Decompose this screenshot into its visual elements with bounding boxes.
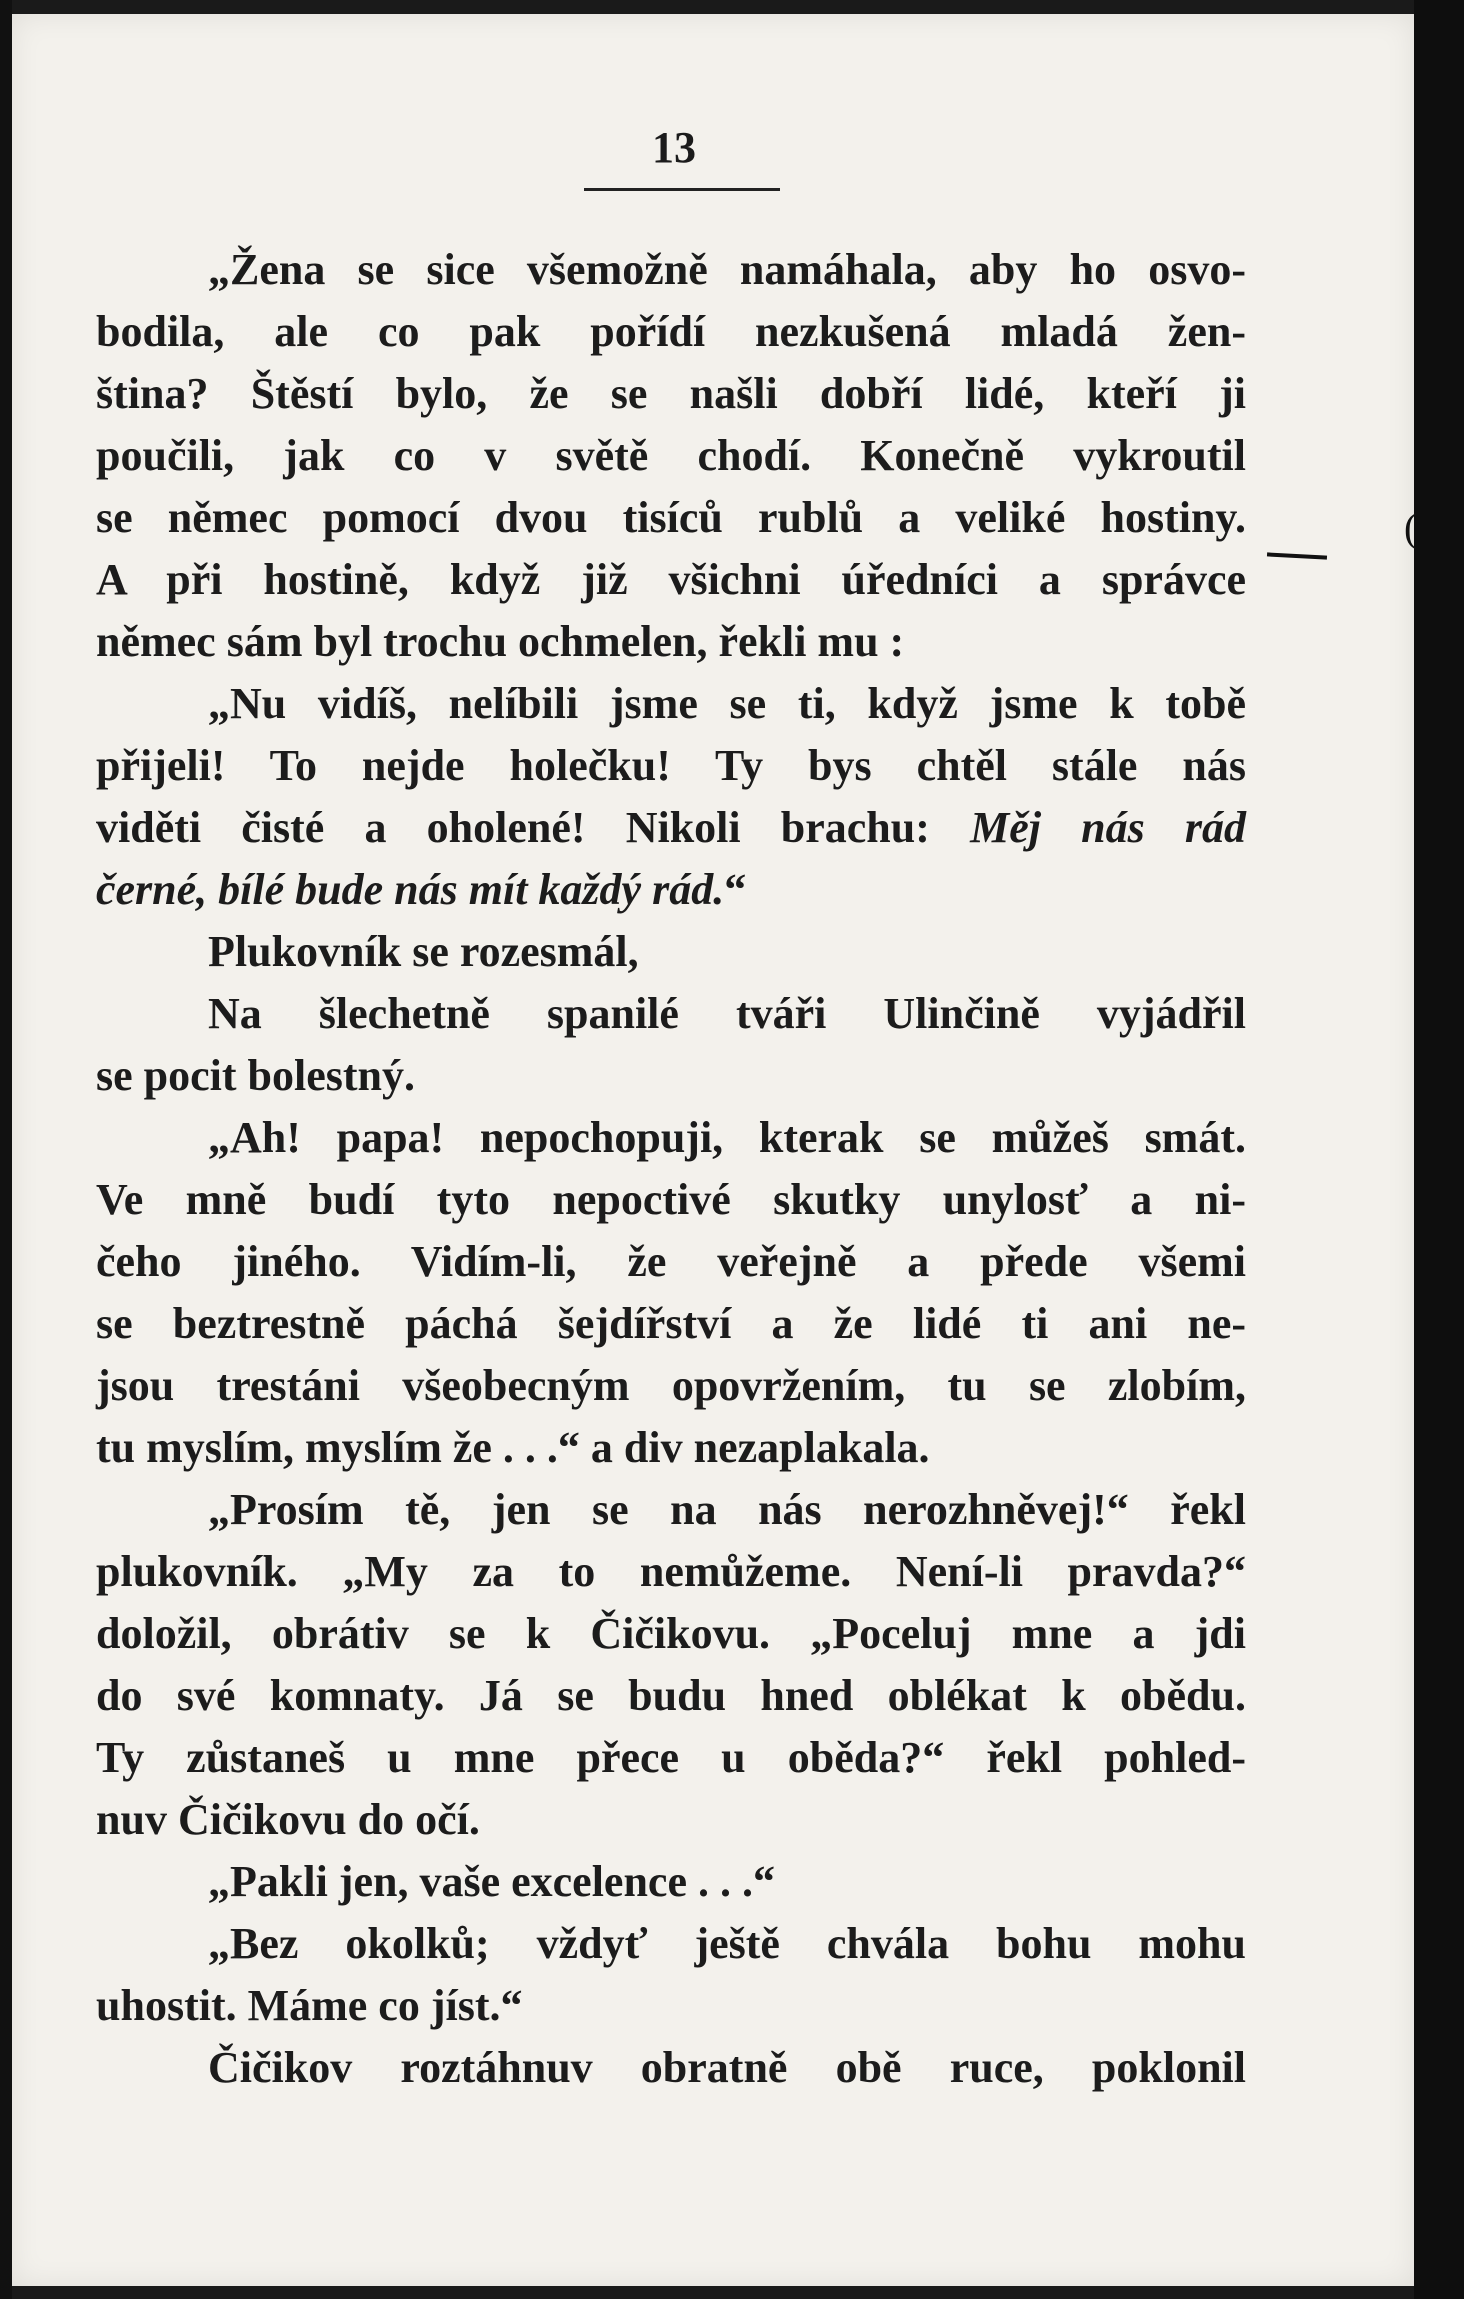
text-line [96,735,1246,797]
text-line-content: tu myslím, myslím že . . .“ a div nezaplakala. [96,1423,930,1472]
text-line-content: plukovník. „My za to nemůžeme. Není-li pravda?“ [96,1547,1246,1596]
text-line-content: Ve mně budí tyto nepoctivé skutky unylosť a ni- [96,1175,1246,1224]
text-line [96,1355,1246,1417]
text-line [96,1913,1246,1975]
text-line-content: uhostit. Máme co jíst.“ [96,1981,523,2030]
margin-dash-mark [1267,552,1327,559]
text-line [96,425,1246,487]
header-rule [584,188,780,191]
text-line-content: poučili, jak co v světě chodí. Konečně vykroutil [96,431,1246,480]
text-line [96,2037,1246,2099]
text-line [96,1107,1246,1169]
text-line [96,1045,1246,1107]
text-line-content: „Ah! papa! nepochopuji, kterak se můžeš smát. [208,1113,1246,1162]
text-line [96,1479,1246,1541]
text-line [96,859,1246,921]
text-line [96,1541,1246,1603]
text-line-content: přijeli! To nejde holečku! Ty bys chtěl stále nás [96,741,1246,790]
text-line [96,239,1246,301]
text-line [96,301,1246,363]
text-line [96,1851,1246,1913]
text-line-content: „Žena se sice všemožně namáhala, aby ho osvo- [208,245,1246,294]
body-text [96,239,1246,2099]
book-page [12,14,1418,2286]
text-line-content: „Prosím tě, jen se na nás nerozhněvej!“ řekl [208,1485,1246,1534]
text-line [96,797,1246,859]
text-line-content: čeho jiného. Vidím-li, že veřejně a přede všemi [96,1237,1246,1286]
text-line-content: Na šlechetně spanilé tváři Ulinčině vyjádřil [208,989,1246,1038]
text-line [96,1727,1246,1789]
text-line-content: doložil, obrátiv se k Čičikovu. „Poceluj mne a jdi [96,1609,1246,1658]
text-line [96,1169,1246,1231]
text-line [96,363,1246,425]
text-line-content: „Bez okolků; vždyť ještě chvála bohu mohu [208,1919,1246,1968]
text-line-content: Ty zůstaneš u mne přece u oběda?“ řekl pohled- [96,1733,1246,1782]
text-line-content: němec sám byl trochu ochmelen, řekli mu : [96,617,905,666]
text-line [96,921,1246,983]
text-line [96,1417,1246,1479]
text-line-content: do své komnaty. Já se budu hned oblékat k obědu. [96,1671,1246,1720]
italic-text: černé, bílé bude nás mít každý rád. [96,865,725,914]
right-scan-edge [1414,0,1464,2299]
text-line [96,1231,1246,1293]
text-line [96,487,1246,549]
text-line-content: se pocit bolestný. [96,1051,415,1100]
text-line-content: Čičikov roztáhnuv obratně obě ruce, poklonil [208,2043,1246,2092]
text-line-content: jsou trestáni všeobecným opovržením, tu se zlobím, [96,1361,1246,1410]
text-line-content: se němec pomocí dvou tisíců rublů a veliké hostiny. [96,493,1246,542]
left-scan-edge [0,0,12,2299]
text-line-content: „Pakli jen, vaše excelence . . .“ [208,1857,775,1906]
text-line [96,1665,1246,1727]
text-line [96,611,1246,673]
text-line-content: „Nu vidíš, nelíbili jsme se ti, když jsme k tobě [208,679,1246,728]
margin-paren-mark: ( [1404,505,1418,550]
italic-text: Měj nás rád [970,803,1246,852]
text-line [96,1789,1246,1851]
text-line-content: bodila, ale co pak pořídí nezkušená mladá žen- [96,307,1246,356]
text-line-content: A při hostině, když již všichni úředníci a správce [96,555,1246,604]
text-line-content: se beztrestně páchá šejdířství a že lidé ti ani ne- [96,1299,1246,1348]
text-line-content: ština? Štěstí bylo, že se našli dobří lidé, kteří ji [96,369,1246,418]
text-line-content: Plukovník se rozesmál, [208,927,639,976]
text-line [96,1975,1246,2037]
text-line [96,1293,1246,1355]
text-line [96,983,1246,1045]
text-line-content: viděti čisté a oholené! Nikoli brachu: [96,803,971,852]
closing-quote: “ [724,865,747,914]
text-line [96,1603,1246,1665]
page-number: 13 [652,123,696,172]
text-line [96,549,1246,611]
text-line [96,673,1246,735]
text-line-content: nuv Čičikovu do očí. [96,1795,480,1844]
